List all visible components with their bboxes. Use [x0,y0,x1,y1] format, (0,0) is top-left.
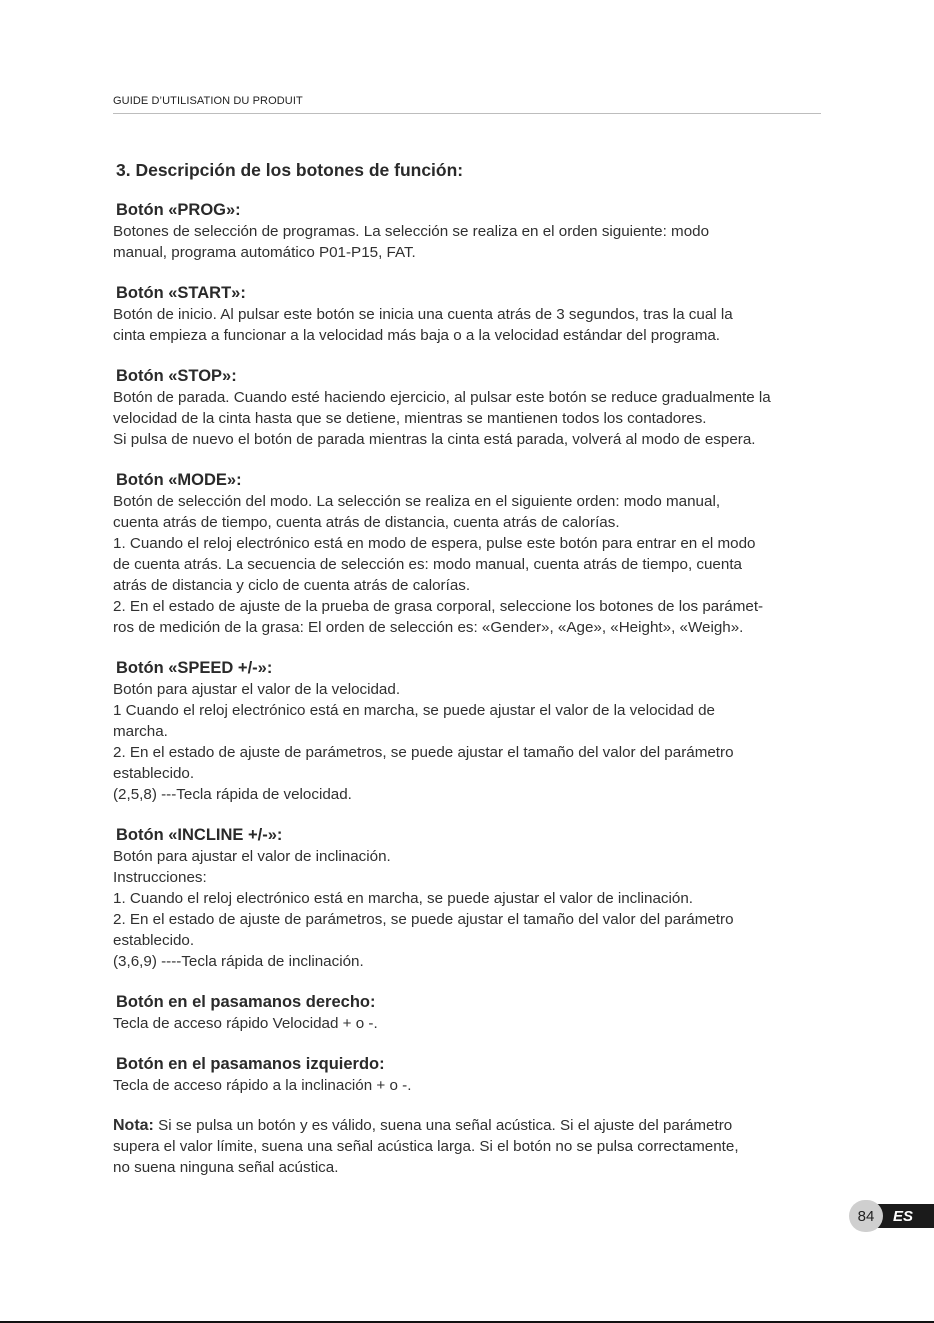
body-line: cinta empieza a funcionar a la velocidad más baja o a la velocidad estándar del programa. [113,327,721,344]
section-heading: Botón «STOP»: [116,367,237,385]
section-heading: Botón «MODE»: [116,471,242,489]
section-block [113,469,883,638]
sections-container [113,199,883,1096]
running-header: GUIDE D’UTILISATION DU PRODUIT [113,95,303,107]
body-line: Botón para ajustar el valor de inclinación. [113,848,391,865]
section-block [113,1053,883,1096]
body-line: 2. En el estado de ajuste de la prueba de grasa corporal, seleccione los botones de los parámet- [113,598,764,615]
note-lines [113,1136,883,1178]
body-line: Botones de selección de programas. La selección se realiza en el orden siguiente: modo [113,223,710,240]
body-line: establecido. [113,932,195,949]
note-label: Nota: [113,1117,154,1134]
body-line: Tecla de acceso rápido Velocidad + o -. [113,1015,378,1032]
section-title: 3. Descripción de los botones de función: [116,160,464,180]
body-line: ros de medición de la grasa: El orden de selección es: «Gender», «Age», «Height», «Weigh». [113,619,744,636]
section-heading: Botón «SPEED +/-»: [116,659,273,677]
note-text: Si se pulsa un botón y es válido, suena una señal acústica. Si el ajuste del parámetro [153,1117,733,1134]
body-line: (3,6,9) ----Tecla rápida de inclinación. [113,953,364,970]
page-number: 84 [849,1200,883,1232]
body-line: 1 Cuando el reloj electrónico está en marcha, se puede ajustar el valor de la velocidad de [113,702,715,719]
body-line: (2,5,8) ---Tecla rápida de velocidad. [113,786,352,803]
section-heading: Botón en el pasamanos derecho: [116,993,376,1011]
body-line: Botón de selección del modo. La selección se realiza en el siguiente orden: modo manual, [113,493,721,510]
body-line: Instrucciones: [113,869,207,886]
section-heading: Botón en el pasamanos izquierdo: [116,1055,385,1073]
section-block [113,199,883,263]
body-line: 1. Cuando el reloj electrónico está en modo de espera, pulse este botón para entrar en el modo [113,535,756,552]
note-line [113,1115,883,1136]
body-line: atrás de distancia y ciclo de cuenta atrás de calorías. [113,577,471,594]
body-line: establecido. [113,765,195,782]
header-divider [113,113,821,114]
section-block [113,282,883,346]
section-block [113,365,883,450]
page-badge [849,1200,934,1232]
section-heading: Botón «INCLINE +/-»: [116,826,283,844]
section-heading: Botón «PROG»: [116,201,241,219]
note-line: no suena ninguna señal acústica. [113,1159,339,1176]
body-line: Botón para ajustar el valor de la velocidad. [113,681,401,698]
note-line: supera el valor límite, suena una señal acústica larga. Si el botón no se pulsa correctamente, [113,1138,739,1155]
body-line: marcha. [113,723,168,740]
body-line: 2. En el estado de ajuste de parámetros, se puede ajustar el tamaño del valor del parámetro [113,744,734,761]
body-line: 1. Cuando el reloj electrónico está en marcha, se puede ajustar el valor de inclinación. [113,890,693,907]
body-line: de cuenta atrás. La secuencia de selección es: modo manual, cuenta atrás de tiempo, cuenta [113,556,742,573]
section-block [113,991,883,1034]
body-line: 2. En el estado de ajuste de parámetros, se puede ajustar el tamaño del valor del parámetro [113,911,734,928]
section-block [113,824,883,972]
body-line: Botón de inicio. Al pulsar este botón se inicia una cuenta atrás de 3 segundos, tras la cual la [113,306,733,323]
note-block [113,1115,883,1178]
body-line: Botón de parada. Cuando esté haciendo ejercicio, al pulsar este botón se reduce gradualmente la [113,389,771,406]
body-line: Tecla de acceso rápido a la inclinación + o -. [113,1077,412,1094]
body-line: cuenta atrás de tiempo, cuenta atrás de distancia, cuenta atrás de calorías. [113,514,620,531]
section-heading: Botón «START»: [116,284,246,302]
language-tab: ES [869,1204,934,1228]
body-line: Si pulsa de nuevo el botón de parada mientras la cinta está parada, volverá al modo de espera. [113,431,756,448]
body-line: manual, programa automático P01-P15, FAT. [113,244,416,261]
body-line: velocidad de la cinta hasta que se detiene, mientras se mantienen todos los contadores. [113,410,707,427]
page-content [113,157,883,1178]
section-block [113,657,883,805]
